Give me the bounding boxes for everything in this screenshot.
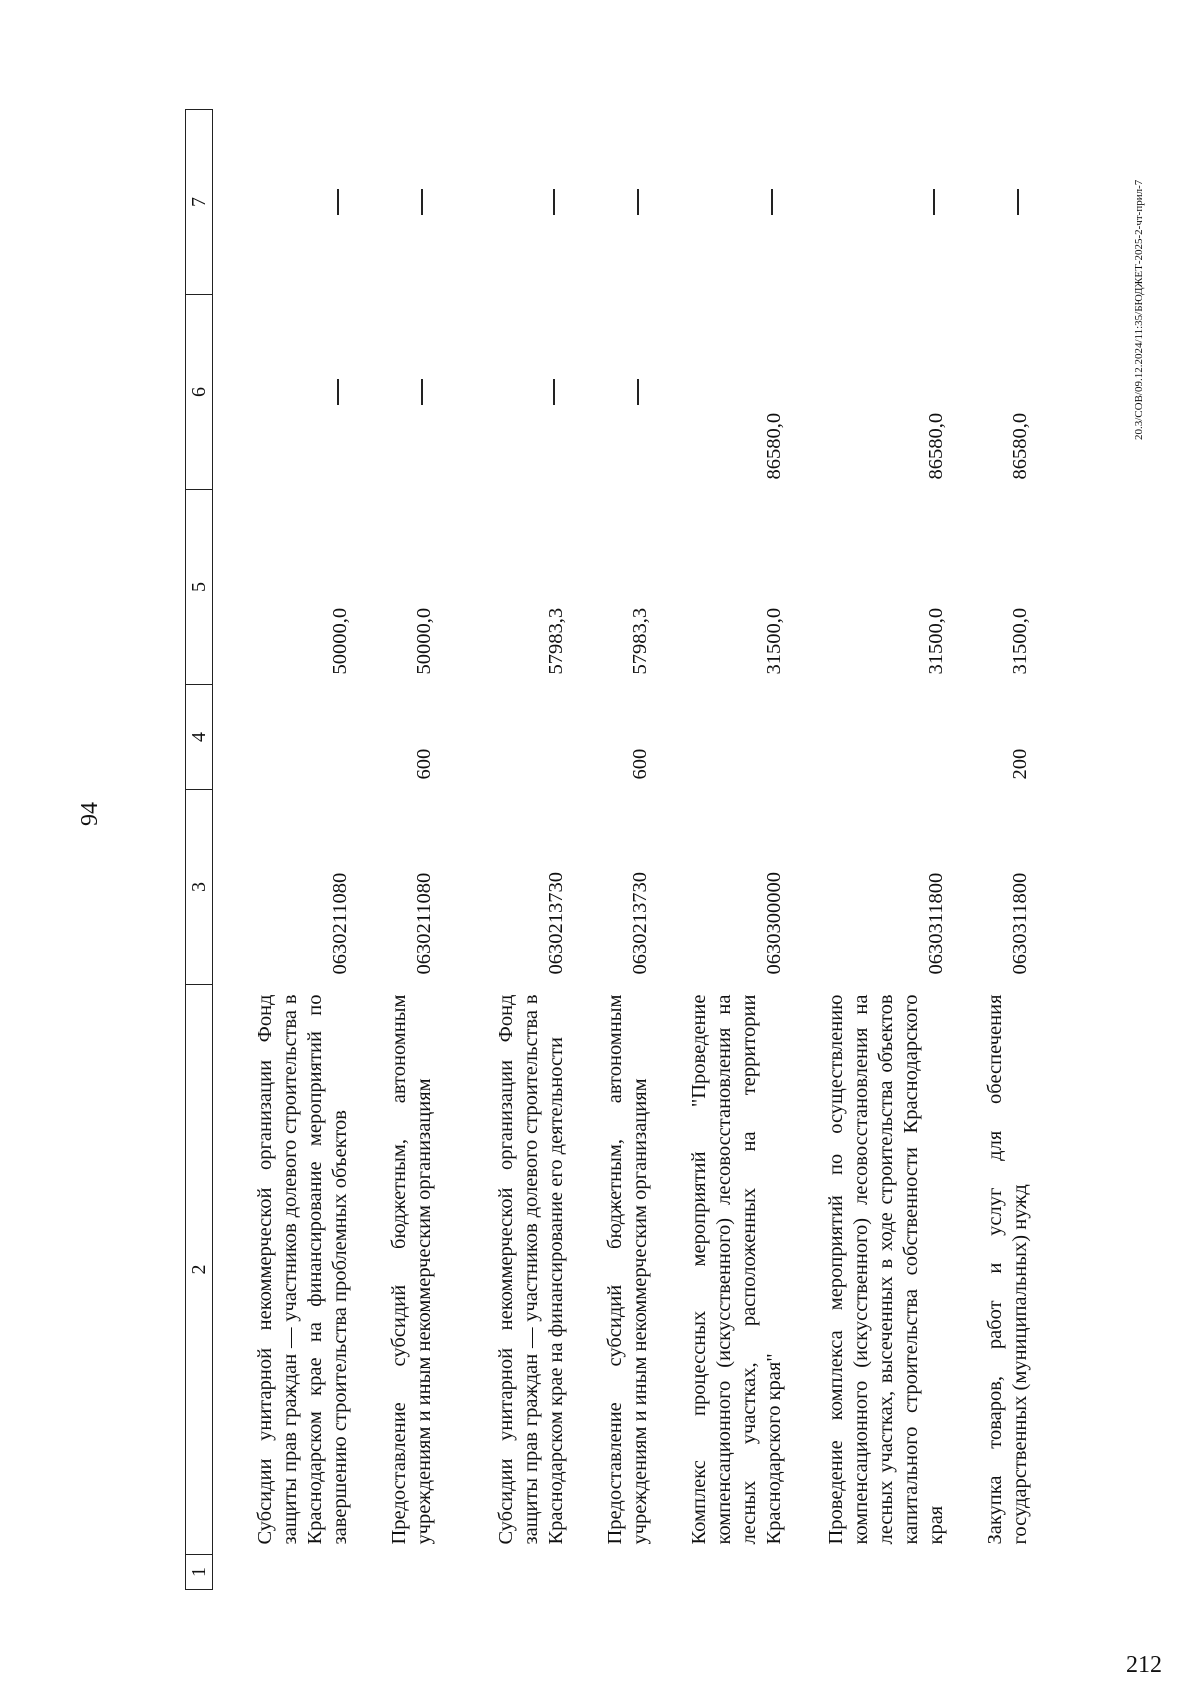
row-value-5: 31500,0 <box>924 607 947 675</box>
column-number-row <box>186 110 213 1590</box>
dash-mark <box>933 189 935 215</box>
row-type <box>661 685 795 790</box>
row-type: 600 <box>412 748 435 780</box>
row-code: 0630213730 <box>544 872 567 975</box>
row-value-7 <box>957 110 1041 295</box>
row-value-6 <box>361 295 445 490</box>
row-type <box>213 685 361 790</box>
row-value-7 <box>661 110 795 295</box>
dash-mark <box>1017 189 1019 215</box>
footer-reference: 20.3/СОВ/09.12.2024/11:35/БЮДЖЕТ-2025-2-чт-прил-7 <box>1133 179 1145 440</box>
row-description: Закупка товаров, работ и услуг для обеспечения государственных (муниципальных) нужд <box>983 994 1031 1545</box>
column-number: 6 <box>186 295 213 490</box>
row-description: Предоставление субсидий бюджетным, автономным учреждениям и иным некоммерческим организациям <box>603 994 651 1545</box>
row-code: 0630300000 <box>762 872 785 975</box>
table-row <box>361 110 445 1590</box>
row-code: 0630211080 <box>328 872 351 975</box>
row-value-6: 86580,0 <box>924 412 947 480</box>
row-value-6 <box>445 295 577 490</box>
column-number: 3 <box>186 790 213 985</box>
table-row <box>445 110 577 1590</box>
row-value-5: 50000,0 <box>412 607 435 675</box>
column-number: 1 <box>186 1555 213 1590</box>
row-value-6: 86580,0 <box>1008 412 1031 480</box>
row-value-5: 57983,3 <box>628 607 651 675</box>
row-value-5: 50000,0 <box>328 607 351 675</box>
budget-table <box>185 109 1041 1590</box>
column-number: 7 <box>186 110 213 295</box>
row-description: Предоставление субсидий бюджетным, автономным учреждениям и иным некоммерческим организациям <box>387 994 435 1545</box>
column-number: 2 <box>186 985 213 1555</box>
column-number: 5 <box>186 490 213 685</box>
page-number: 94 <box>77 802 103 826</box>
dash-mark <box>421 189 423 215</box>
row-type <box>445 685 577 790</box>
dash-mark <box>771 189 773 215</box>
row-value-7 <box>577 110 661 295</box>
dash-mark <box>637 379 639 405</box>
dash-mark <box>337 189 339 215</box>
row-code: 0630213730 <box>628 872 651 975</box>
table-row <box>213 110 361 1590</box>
table-row <box>577 110 661 1590</box>
row-value-6 <box>577 295 661 490</box>
row-value-5: 31500,0 <box>1008 607 1031 675</box>
row-description: Субсидии унитарной некоммерческой организации Фонд защиты прав граждан — участников долевого строительства в Краснодарском крае на финансирование мероприятий по завершению строительства проблемных объектов <box>253 994 351 1545</box>
row-value-7 <box>213 110 361 295</box>
dash-mark <box>553 189 555 215</box>
row-type <box>795 685 957 790</box>
row-code: 0630311800 <box>1008 872 1031 975</box>
row-description: Проведение комплекса мероприятий по осуществлению компенсационного (искусственного) лесовосстановления на лесных участках, высеченных в ходе строительства объектов капитального строительства собственности Краснодарского края <box>824 994 947 1545</box>
row-code: 0630311800 <box>924 872 947 975</box>
row-value-5: 57983,3 <box>544 607 567 675</box>
row-description: Субсидии унитарной некоммерческой организации Фонд защиты прав граждан — участников долевого строительства в Краснодарском крае на финансирование его деятельности <box>494 994 567 1545</box>
table-row <box>957 110 1041 1590</box>
row-value-5: 31500,0 <box>762 607 785 675</box>
dash-mark <box>553 379 555 405</box>
table-row <box>795 110 957 1590</box>
row-type: 600 <box>628 748 651 780</box>
sheet-number: 212 <box>1126 1652 1162 1678</box>
row-value-7 <box>445 110 577 295</box>
column-number: 4 <box>186 685 213 790</box>
row-value-7 <box>795 110 957 295</box>
dash-mark <box>637 189 639 215</box>
table-row <box>661 110 795 1590</box>
row-description: Комплекс процессных мероприятий "Проведение компенсационного (искусственного) лесовосстановления на лесных участках, расположенных на территории Краснодарского края" <box>687 994 785 1545</box>
row-value-6: 86580,0 <box>762 412 785 480</box>
row-type: 200 <box>1008 748 1031 780</box>
row-value-6 <box>213 295 361 490</box>
dash-mark <box>337 379 339 405</box>
row-value-7 <box>361 110 445 295</box>
dash-mark <box>421 379 423 405</box>
row-code: 0630211080 <box>412 872 435 975</box>
budget-table-container <box>185 110 1105 1590</box>
